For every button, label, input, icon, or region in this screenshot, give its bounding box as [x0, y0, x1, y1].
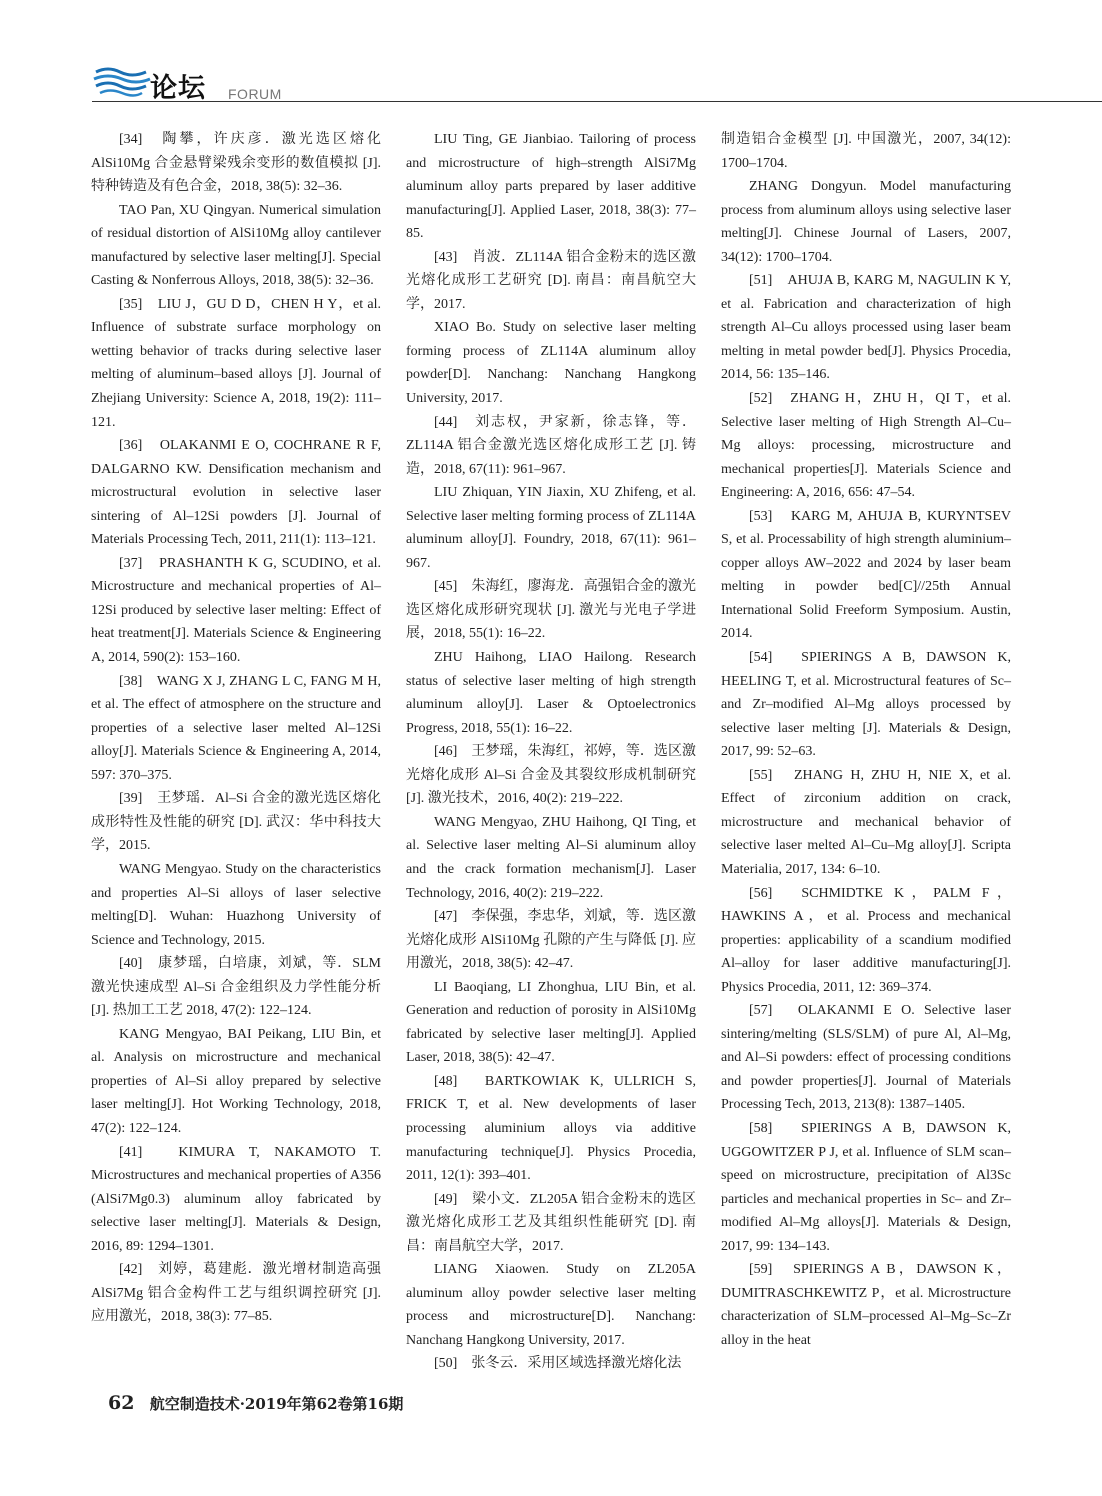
page-footer	[108, 1392, 403, 1414]
reference-paragraph: [42] 刘婷，葛建彪．激光增材制造高强 AlSi7Mg 铝合金构件工艺与组织调控研究 [J]. 应用激光，2018, 38(3): 77–85.	[91, 1262, 381, 1325]
reference-paragraph: [43] 肖波．ZL114A 铝合金粉末的选区激光熔化成形工艺研究 [D]. 南昌：南昌航空大学，2017.	[406, 249, 696, 312]
reference-paragraph: [34] 陶攀，许庆彦．激光选区熔化AlSi10Mg 合金悬臂梁残余变形的数值模拟 [J]. 特种铸造及有色合金，2018, 38(5): 32–36.	[91, 132, 381, 195]
reference-paragraph: [44] 刘志权，尹家新，徐志锋，等．ZL114A 铝合金激光选区熔化成形工艺 [J]. 铸造，2018, 67(11): 961–967.	[406, 414, 696, 477]
reference-paragraph: [40] 康梦瑶，白培康，刘斌，等．SLM 激光快速成型 Al–Si 合金组织及力学性能分析 [J]. 热加工工艺 2018, 47(2): 122–124.	[91, 956, 381, 1019]
reference-paragraph: [52] ZHANG H，ZHU H，QI T，et al. Selective laser melting of High Strength Al–Cu–Mg alloys: processing, microstructure and mechanical properties[J]. Materials Science and Engineering: A, 2016, 656: 47–54.	[721, 391, 1011, 501]
reference-paragraph: TAO Pan, XU Qingyan. Numerical simulation of residual distortion of AlSi10Mg alloy cantilever manufactured by selective laser melting[J]. Special Casting & Nonferrous Alloys, 2018, 38(5): 32–36.	[91, 202, 381, 289]
reference-paragraph: [38] WANG X J, ZHANG L C, FANG M H, et al. The effect of atmosphere on the structure and properties of a selective laser melted Al–12Si alloy[J]. Materials Science & Engineering A, 2014, 597: 370–375.	[91, 673, 381, 783]
reference-paragraph: [57] OLAKANMI E O. Selective laser sintering/melting (SLS/SLM) of pure Al, Al–Mg, and Al–Si powders: effect of processing conditions and powder properties[J]. Journal of Materials Processing Tech, 2013, 213(8): 1387–1405.	[721, 1003, 1011, 1113]
reference-paragraph: [53] KARG M, AHUJA B, KURYNTSEV S, et al. Processability of high strength aluminium–copper alloys AW–2022 and 2024 by laser beam melting in powder bed[C]//25th Annual International Solid Freeform Symposium. Austin, 2014.	[721, 508, 1011, 642]
reference-paragraph: [39] 王梦瑶．Al–Si 合金的激光选区熔化成形特性及性能的研究 [D]. 武汉：华中科技大学，2015.	[91, 791, 381, 854]
reference-column-3	[721, 128, 1011, 1352]
reference-paragraph: [50] 张冬云．采用区域选择激光熔化法	[434, 1356, 682, 1372]
reference-paragraph: [58] SPIERINGS A B, DAWSON K, UGGOWITZER P J, et al. Influence of SLM scan–speed on microstructure, precipitation of Al3Sc particles and mechanical properties in Sc– and Zr–modified Al–Mg alloys[J]. Materials & Design, 2017, 99: 134–143.	[721, 1120, 1011, 1254]
reference-paragraph: LIU Zhiquan, YIN Jiaxin, XU Zhifeng, et al. Selective laser melting forming process of ZL114A aluminum alloy[J]. Foundry, 2018, 67(11): 961–967.	[406, 485, 696, 571]
journal-issue: 航空制造技术·2019年第62卷第16期	[149, 1395, 404, 1413]
section-title-cn: 论坛	[150, 73, 206, 104]
reference-paragraph: [47] 李保强，李忠华，刘斌，等．选区激光熔化成形 AlSi10Mg 孔隙的产生与降低 [J]. 应用激光，2018, 38(5): 42–47.	[406, 909, 696, 972]
reference-paragraph: XIAO Bo. Study on selective laser melting forming process of ZL114A aluminum alloy powder[D]. Nanchang: Nanchang Hangkong University, 2017.	[406, 320, 696, 407]
reference-paragraph: [35] LIU J，GU D D，CHEN H Y，et al. Influence of substrate surface morphology on wetting behavior of tracks during selective laser melting of aluminum–based alloys [J]. Journal of Zhejiang University: Science A, 2018, 19(2): 111–121.	[91, 296, 381, 430]
reference-paragraph: [46] 王梦瑶，朱海红，祁婷，等．选区激光熔化成形 Al–Si 合金及其裂纹形成机制研究 [J]. 激光技术，2016, 40(2): 219–222.	[406, 744, 696, 807]
reference-paragraph: LIU Ting, GE Jianbiao. Tailoring of process and microstructure of high–strength AlSi7Mg aluminum alloy parts prepared by laser additive manufacturing[J]. Applied Laser, 2018, 38(3): 77–85.	[406, 132, 696, 242]
reference-column-1	[91, 128, 381, 1329]
waves-logo-icon	[92, 64, 152, 104]
reference-paragraph: [41] KIMURA T, NAKAMOTO T. Microstructures and mechanical properties of A356 (AlSi7Mg0.3) aluminum alloy fabricated by selective laser melting[J]. Materials & Design, 2016, 89: 1294–1301.	[91, 1144, 381, 1254]
header-divider	[92, 101, 1102, 102]
reference-paragraph: [51] AHUJA B, KARG M, NAGULIN K Y, et al. Fabrication and characterization of high strength Al–Cu alloys processed using laser beam melting in metal powder bed[J]. Physics Procedia, 2014, 56: 135–146.	[721, 273, 1011, 383]
reference-paragraph: [49] 梁小文．ZL205A 铝合金粉末的选区激光熔化成形工艺及其组织性能研究 [D]. 南昌：南昌航空大学，2017.	[406, 1191, 696, 1254]
reference-paragraph: ZHANG Dongyun. Model manufacturing process from aluminum alloys using selective laser melting[J]. Chinese Journal of Lasers, 2007, 34(12): 1700–1704.	[721, 179, 1011, 265]
reference-paragraph: [36] OLAKANMI E O, COCHRANE R F, DALGARNO KW. Densification mechanism and microstructural evolution in selective laser sintering of Al–12Si powders [J]. Journal of Materials Processing Tech, 2011, 211(1): 113–121.	[91, 438, 381, 548]
reference-paragraph: KANG Mengyao, BAI Peikang, LIU Bin, et al. Analysis on microstructure and mechanical properties of Al–Si alloy prepared by selective laser melting[J]. Hot Working Technology, 2018, 47(2): 122–124.	[91, 1026, 381, 1136]
reference-paragraph: [45] 朱海红，廖海龙．高强铝合金的激光选区熔化成形研究现状 [J]. 激光与光电子学进展，2018, 55(1): 16–22.	[406, 579, 696, 642]
reference-paragraph: [37] PRASHANTH K G, SCUDINO, et al. Microstructure and mechanical properties of Al–12Si produced by selective laser melting: Effect of heat treatment[J]. Materials Science & Engineering A, 2014, 590(2): 153–160.	[91, 555, 381, 666]
section-title-en: FORUM	[228, 86, 282, 102]
reference-paragraph: [54] SPIERINGS A B, DAWSON K, HEELING T, et al. Microstructural features of Sc–and Zr–modified Al–Mg alloys processed by selective laser melting [J]. Materials & Design, 2017, 99: 52–63.	[721, 650, 1011, 760]
reference-paragraph: [59] SPIERINGS A B，DAWSON K，DUMITRASCHKEWITZ P，et al. Microstructure characterization of SLM–processed Al–Mg–Sc–Zr alloy in the heat	[721, 1262, 1011, 1348]
reference-paragraph: LIANG Xiaowen. Study on ZL205A aluminum alloy powder selective laser melting process and microstructure[D]. Nanchang: Nanchang Hangkong University, 2017.	[406, 1262, 696, 1348]
reference-paragraph: [56] SCHMIDTKE K，PALM F，HAWKINS A，et al. Process and mechanical properties: applicability of a scandium modified Al–alloy for laser additive manufacturing[J]. Physics Procedia, 2011, 12: 369–374.	[721, 885, 1011, 995]
page-header	[0, 0, 1102, 120]
reference-paragraph: LI Baoqiang, LI Zhonghua, LIU Bin, et al. Generation and reduction of porosity in AlSi10Mg fabricated by selective laser melting[J]. Applied Laser, 2018, 38(5): 42–47.	[406, 979, 696, 1066]
reference-column-2	[406, 128, 696, 1376]
page-number: 62	[108, 1392, 135, 1414]
reference-paragraph: WANG Mengyao. Study on the characteristics and properties Al–Si alloys of laser selective melting[D]. Wuhan: Huazhong University of Science and Technology, 2015.	[91, 861, 381, 948]
reference-paragraph: 制造铝合金模型 [J]. 中国激光，2007, 34(12): 1700–1704.	[721, 132, 1011, 171]
reference-paragraph: [55] ZHANG H, ZHU H, NIE X, et al. Effect of zirconium addition on crack, microstructure and mechanical behavior of selective laser melted Al–Cu–Mg alloy[J]. Scripta Materialia, 2017, 134: 6–10.	[721, 767, 1011, 877]
reference-paragraph: WANG Mengyao, ZHU Haihong, QI Ting, et al. Selective laser melting Al–Si aluminum alloy and the crack formation mechanism[J]. Laser Technology, 2016, 40(2): 219–222.	[406, 814, 696, 901]
reference-paragraph: ZHU Haihong, LIAO Hailong. Research status of selective laser melting of high strength aluminum alloy[J]. Laser & Optoelectronics Progress, 2018, 55(1): 16–22.	[406, 650, 696, 736]
reference-paragraph: [48] BARTKOWIAK K, ULLRICH S, FRICK T, et al. New developments of laser processing aluminium alloys via additive manufacturing technique[J]. Physics Procedia, 2011, 12(1): 393–401.	[406, 1073, 696, 1184]
